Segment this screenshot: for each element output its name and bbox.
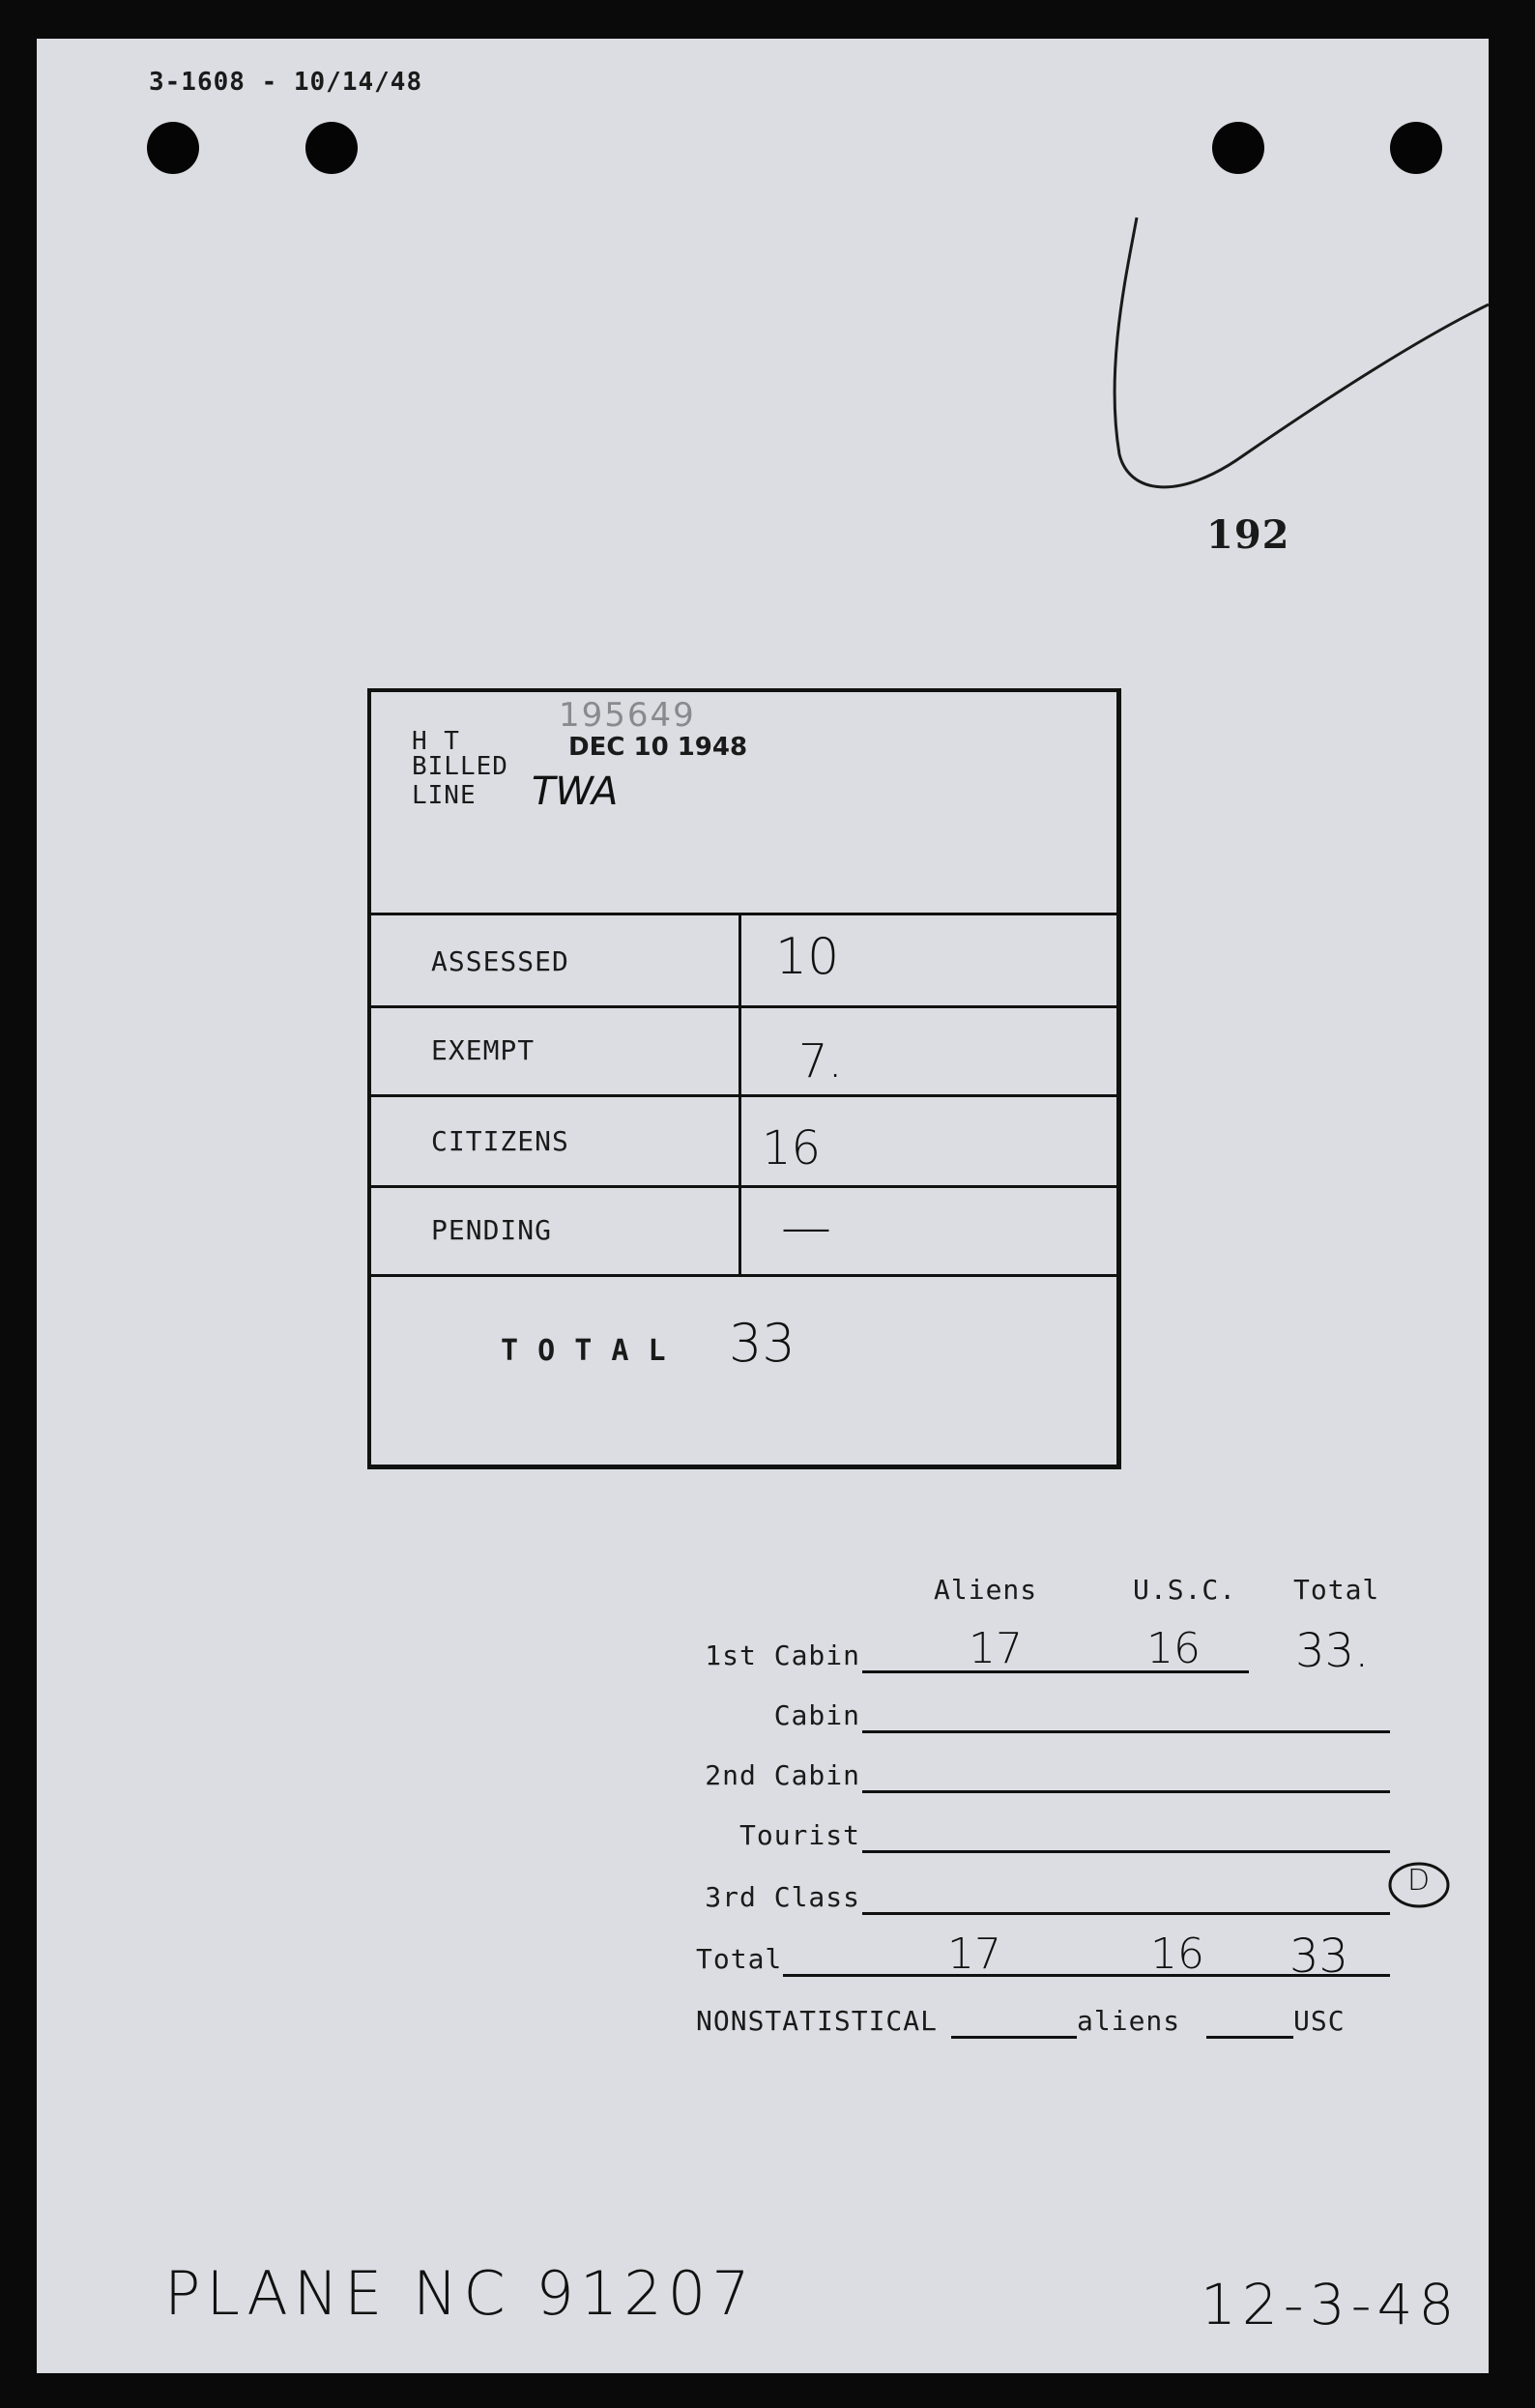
circled-mark-letter: D xyxy=(1407,1864,1431,1898)
box-divider-3 xyxy=(369,1185,1119,1188)
punch-hole-4 xyxy=(1390,122,1442,174)
page-number: 192 xyxy=(1206,512,1290,558)
value-total-aliens: 17 xyxy=(947,1929,1001,1979)
stamp-date: DEC 10 1948 xyxy=(568,733,748,762)
plane-note: PLANE NC 91207 xyxy=(164,2258,756,2329)
box-column-divider xyxy=(739,913,741,1276)
label-2nd-cabin: 2nd Cabin xyxy=(705,1759,860,1791)
line-value: TWA xyxy=(532,769,619,814)
header-usc: U.S.C. xyxy=(1133,1574,1237,1606)
total-value: 33 xyxy=(729,1313,796,1374)
value-total-total: 33 xyxy=(1289,1929,1349,1984)
row-label-citizens: CITIZENS xyxy=(431,1125,569,1157)
nonstat-aliens: aliens xyxy=(1077,2005,1181,2037)
line-label: LINE xyxy=(412,781,477,810)
rule-cabin xyxy=(862,1730,1390,1733)
label-cabin: Cabin xyxy=(773,1699,860,1731)
row-value-assessed: 10 xyxy=(775,928,840,986)
rule-3rd-class xyxy=(862,1912,1390,1915)
rule-nonstat-aliens xyxy=(951,2036,1077,2039)
label-1st-cabin: 1st Cabin xyxy=(705,1639,860,1671)
header-total: Total xyxy=(1293,1574,1380,1606)
row-value-pending: — xyxy=(781,1199,831,1257)
row-label-assessed: ASSESSED xyxy=(431,945,569,977)
value-1st-cabin-aliens: 17 xyxy=(969,1624,1023,1673)
date-note: 12-3-48 xyxy=(1201,2272,1461,2337)
value-1st-cabin-usc: 16 xyxy=(1146,1624,1201,1673)
box-divider-4 xyxy=(369,1274,1119,1277)
punch-hole-3 xyxy=(1212,122,1264,174)
billed-label: BILLED xyxy=(412,752,508,781)
total-label: T O T A L xyxy=(501,1334,667,1368)
header-aliens: Aliens xyxy=(934,1574,1038,1606)
row-value-exempt: 7. xyxy=(798,1034,843,1088)
row-value-citizens: 16 xyxy=(762,1121,822,1175)
value-total-usc: 16 xyxy=(1150,1929,1204,1979)
box-divider-2 xyxy=(369,1094,1119,1097)
box-divider-top xyxy=(369,913,1119,915)
rule-2nd-cabin xyxy=(862,1790,1390,1793)
ht-label: H T xyxy=(412,727,460,756)
punch-hole-2 xyxy=(305,122,358,174)
nonstat-label: NONSTATISTICAL xyxy=(696,2005,939,2037)
rule-tourist xyxy=(862,1850,1390,1853)
rule-nonstat-usc xyxy=(1206,2036,1293,2039)
document-sheet xyxy=(37,39,1489,2373)
value-1st-cabin-total: 33. xyxy=(1295,1624,1370,1678)
label-tourist: Tourist xyxy=(739,1819,860,1851)
nonstat-usc: USC xyxy=(1293,2005,1346,2037)
form-code: 3-1608 - 10/14/48 xyxy=(149,68,423,97)
label-3rd-class: 3rd Class xyxy=(705,1881,860,1913)
row-label-exempt: EXEMPT xyxy=(431,1034,536,1066)
box-divider-1 xyxy=(369,1005,1119,1008)
punch-hole-1 xyxy=(147,122,199,174)
row-label-pending: PENDING xyxy=(431,1214,553,1246)
stamp-number: 195649 xyxy=(559,696,696,735)
label-total: Total xyxy=(696,1943,783,1975)
pen-stroke xyxy=(1052,213,1489,541)
